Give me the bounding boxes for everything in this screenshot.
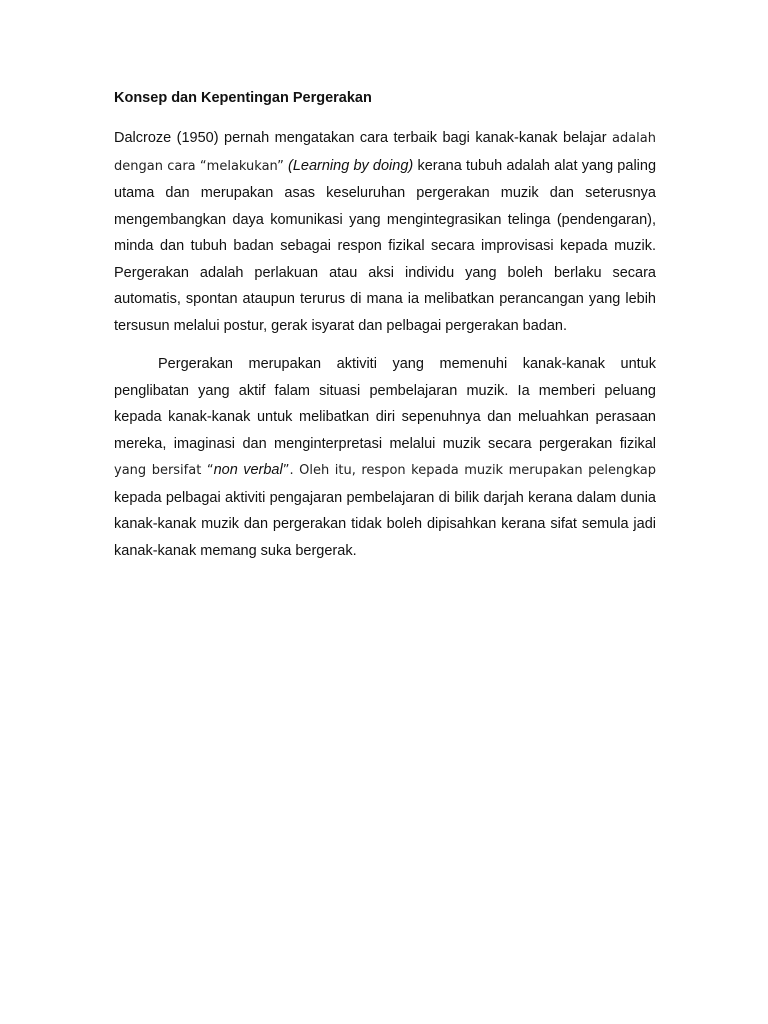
paragraph-2-text-d: kepada pelbagai aktiviti pengajaran pembelajaran di bilik darjah kerana dalam dunia kanak-kanak muzik dan pergerakan tidak boleh dipisahkan kerana sifat semula jadi kanak-kanak memang suka bergerak. [114,489,656,559]
paragraph-1 [114,125,656,339]
paragraph-1-text-a: Dalcroze (1950) pernah mengatakan cara terbaik bagi kanak-kanak belajar [114,130,607,146]
paragraph-1-emphasis: (Learning by doing) [288,157,414,174]
paragraph-2-text-c: ”. Oleh itu, respon kepada muzik merupakan pelengkap [282,463,656,478]
paragraph-2 [114,351,656,564]
paragraph-2-emphasis: non verbal [213,462,283,478]
paragraph-2-text-b: yang bersifat “ [114,463,214,478]
paragraph-2-text-a: Pergerakan merupakan aktiviti yang memenuhi kanak-kanak untuk penglibatan yang aktif falam situasi pembelajaran muzik. Ia memberi peluang kepada kanak-kanak untuk melibatkan diri sepenuhnya dan meluahkan perasaan mereka, imaginasi dan menginterpretasi melalui muzik secara pergerakan fizikal [114,356,656,452]
paragraph-1-text-c: kerana tubuh adalah alat yang paling utama dan merupakan asas keseluruhan pergerakan muzik dan seterusnya mengembangkan daya komunikasi yang mengintegrasikan telinga (pendengaran), minda dan tubuh badan sebagai respon fizikal secara improvisasi kepada muzik. Pergerakan adalah perlakuan atau aksi individu yang boleh berlaku secara automatis, spontan ataupun terurus di mana ia melibatkan perancangan yang lebih tersusun melalui postur, gerak isyarat dan pelbagai pergerakan badan. [114,157,657,334]
section-heading: Konsep dan Kepentingan Pergerakan [114,90,372,106]
paragraph-1-text-b: adalah dengan cara “melakukan” [114,131,656,174]
document-page [114,88,656,564]
